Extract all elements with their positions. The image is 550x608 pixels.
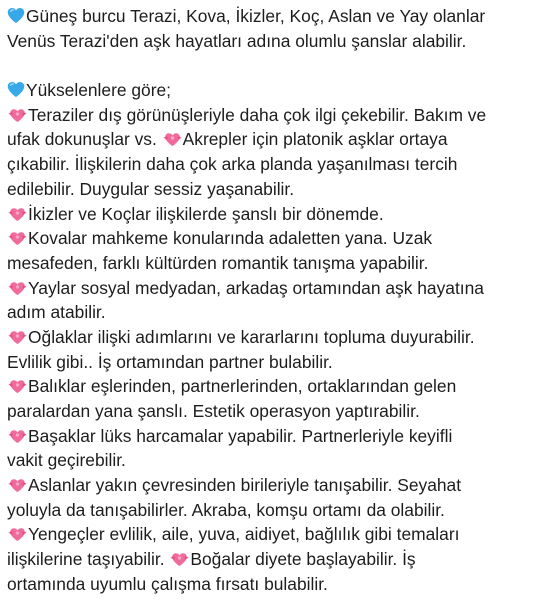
blue-heart-icon	[7, 81, 25, 98]
heart-ribbon-icon	[8, 429, 27, 444]
line-text: İkizler ve Koçlar ilişkilerde şanslı bir dönemde.	[28, 203, 384, 224]
text-line	[7, 177, 547, 202]
heart-ribbon-icon	[8, 527, 27, 542]
text-line	[7, 325, 547, 350]
text-line	[7, 251, 547, 276]
heart-ribbon-icon	[170, 552, 189, 567]
text-line	[7, 448, 547, 473]
line-text: Yaylar sosyal medyadan, arkadaş ortamından aşk hayatına	[28, 277, 484, 298]
line-text: Boğalar diyete başlayabilir. İş	[190, 549, 416, 570]
text-line	[7, 350, 547, 375]
text-line	[7, 202, 547, 227]
section-heading	[7, 78, 547, 103]
line-text: Yengeçler evlilik, aile, yuva, aidiyet, bağlılık gibi temaları	[28, 524, 460, 545]
heart-ribbon-icon	[8, 231, 27, 246]
intro-line	[7, 4, 547, 29]
text-line	[7, 547, 547, 572]
text-line	[7, 374, 547, 399]
text-line	[7, 300, 547, 325]
line-text: Oğlaklar ilişki adımlarını ve kararlarını topluma duyurabilir.	[28, 326, 475, 347]
line-text: Balıklar eşlerinden, partnerlerinden, ortaklarından gelen	[28, 376, 457, 397]
line-text: adım atabilir.	[7, 302, 106, 323]
text-line	[7, 522, 547, 547]
line-text: yoluyla da tanışabilirler. Akraba, komşu ortamı da olabilir.	[7, 499, 445, 520]
text-line	[7, 103, 547, 128]
intro-line	[7, 29, 547, 54]
intro-text: Güneş burcu Terazi, Kova, İkizler, Koç, Aslan ve Yay olanlar	[26, 6, 486, 26]
blue-heart-icon	[7, 7, 25, 24]
text-line	[7, 226, 547, 251]
line-text: Aslanlar yakın çevresinden birileriyle tanışabilir. Seyahat	[28, 475, 462, 496]
line-text: vakit geçirebilir.	[7, 450, 126, 471]
heart-ribbon-icon	[8, 330, 27, 345]
text-line	[7, 127, 547, 152]
text-line	[7, 498, 547, 523]
line-text: edilebilir. Duygular sessiz yaşanabilir.	[7, 178, 295, 199]
line-text: Kovalar mahkeme konularında adaletten yana. Uzak	[28, 228, 433, 249]
heart-ribbon-icon	[8, 281, 27, 296]
text-line	[7, 424, 547, 449]
line-text: ufak dokunuşlar vs.	[7, 129, 162, 150]
heart-ribbon-icon	[8, 379, 27, 394]
line-text: Başaklar lüks harcamalar yapabilir. Partnerleriyle keyifli	[28, 425, 453, 446]
line-text: ilişkilerine taşıyabilir.	[7, 549, 170, 570]
line-text: Akrepler için platonik aşklar ortaya	[182, 129, 448, 150]
post-text	[7, 4, 547, 597]
line-text: çıkabilir. İlişkilerin daha çok arka planda yaşanılması tercih	[7, 154, 458, 175]
intro-text: Venüs Terazi'den aşk hayatları adına olumlu şanslar alabilir.	[7, 30, 467, 51]
heart-ribbon-icon	[163, 132, 182, 147]
line-text: Evlilik gibi.. İş ortamından partner bulabilir.	[7, 351, 333, 372]
heart-ribbon-icon	[8, 478, 27, 493]
text-line	[7, 572, 547, 597]
line-text: paralardan yana şanslı. Estetik operasyon yaptırabilir.	[7, 401, 420, 421]
blank-line	[7, 53, 547, 78]
line-text: ortamında uyumlu çalışma fırsatı bulabilir.	[7, 573, 328, 594]
text-line	[7, 399, 547, 424]
text-line	[7, 473, 547, 498]
heading-text: Yükselenlere göre;	[26, 80, 172, 101]
line-text: mesafeden, farklı kültürden romantik tanışma yapabilir.	[7, 252, 429, 273]
text-line	[7, 152, 547, 177]
heart-ribbon-icon	[8, 207, 27, 222]
heart-ribbon-icon	[8, 108, 27, 123]
text-line	[7, 276, 547, 301]
line-text: Teraziler dış görünüşleriyle daha çok ilgi çekebilir. Bakım ve	[28, 104, 487, 125]
